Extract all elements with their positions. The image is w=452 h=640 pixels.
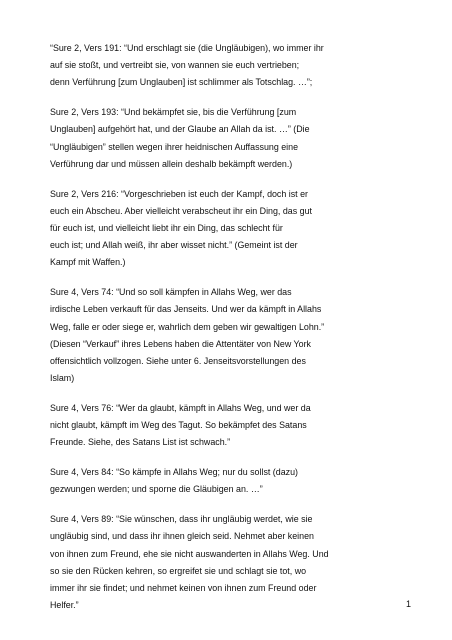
text-line: Helfer.” (50, 600, 79, 611)
text-line: “Ungläubigen” stellen wegen ihrer heidnischen Auffassung eine (50, 141, 299, 152)
text-line: auf sie stoßt, und vertreibt sie, von wannen sie euch vertrieben; (50, 60, 300, 71)
text-line: gezwungen werden; und sporne die Gläubigen an. …” (50, 484, 263, 495)
text-line: Sure 2, Vers 216: “Vorgeschrieben ist euch der Kampf, doch ist er (50, 188, 309, 199)
text-line: Kampf mit Waffen.) (50, 257, 126, 268)
paragraph-sure-4-vers-74 (50, 284, 422, 387)
paragraph-sure-4-vers-76 (50, 400, 422, 452)
text-line: immer ihr sie findet; und nehmet keinen von ihnen zum Freund oder (50, 583, 317, 594)
text-line: offensichtlich vollzogen. Siehe unter 6. Jenseitsvorstellungen des (50, 356, 306, 367)
paragraph-sure-2-vers-193 (50, 104, 422, 173)
text-line: nicht glaubt, kämpft im Weg des Tagut. So bekämpfet des Satans (50, 420, 307, 431)
paragraph-sure-4-vers-84 (50, 464, 422, 498)
text-line: von ihnen zum Freund, ehe sie nicht auswanderten in Allahs Weg. Und (50, 548, 329, 559)
paragraph-sure-2-vers-191 (50, 40, 422, 92)
text-line: ungläubig sind, und dass ihr ihnen gleich seid. Nehmet aber keinen (50, 531, 314, 542)
paragraph-sure-4-vers-89 (50, 511, 422, 614)
text-line: Verführung dar und müssen allein deshalb bekämpft werden.) (50, 158, 293, 169)
page-number: 1 (406, 599, 412, 609)
text-line: Sure 4, Vers 89: “Sie wünschen, dass ihr ungläubig werdet, wie sie (50, 514, 313, 525)
text-line: Unglauben] aufgehört hat, und der Glaube an Allah da ist. …” (Die (50, 124, 310, 135)
text-line: für euch ist, und vielleicht liebt ihr ein Ding, das schlecht für (50, 223, 283, 234)
text-line: euch ein Abscheu. Aber vielleicht verabscheut ihr ein Ding, das gut (50, 205, 312, 216)
text-line: Sure 4, Vers 74: “Und so soll kämpfen in Allahs Weg, wer das (50, 287, 292, 298)
text-line: “Sure 2, Vers 191: “Und erschlagt sie (die Ungläubigen), wo immer ihr (50, 43, 324, 53)
paragraph-sure-2-vers-216 (50, 186, 422, 272)
text-line: (Diesen “Verkauf” ihres Lebens haben die Attentäter von New York (50, 338, 311, 349)
text-line: irdische Leben verkauft für das Jenseits. Und wer da kämpft in Allahs (50, 304, 322, 315)
text-line: so sie den Rücken kehren, so ergreifet sie und schlagt sie tot, wo (50, 565, 307, 576)
text-line: Freunde. Siehe, des Satans List ist schwach.” (50, 437, 231, 448)
text-line: Islam) (50, 373, 75, 384)
text-line: Weg, falle er oder siege er, wahrlich dem geben wir gewaltigen Lohn.” (50, 321, 325, 332)
text-line: Sure 4, Vers 76: “Wer da glaubt, kämpft in Allahs Weg, und wer da (50, 403, 311, 414)
page-content (50, 40, 422, 627)
text-line: Sure 2, Vers 193: “Und bekämpfet sie, bis die Verführung [zum (50, 107, 297, 118)
text-line: denn Verführung [zum Unglauben] ist schlimmer als Totschlag. …”; (50, 77, 313, 88)
text-line: Sure 4, Vers 84: “So kämpfe in Allahs Weg; nur du sollst (dazu) (50, 467, 298, 478)
text-line: euch ist; und Allah weiß, ihr aber wisset nicht.” (Gemeint ist der (50, 240, 298, 251)
